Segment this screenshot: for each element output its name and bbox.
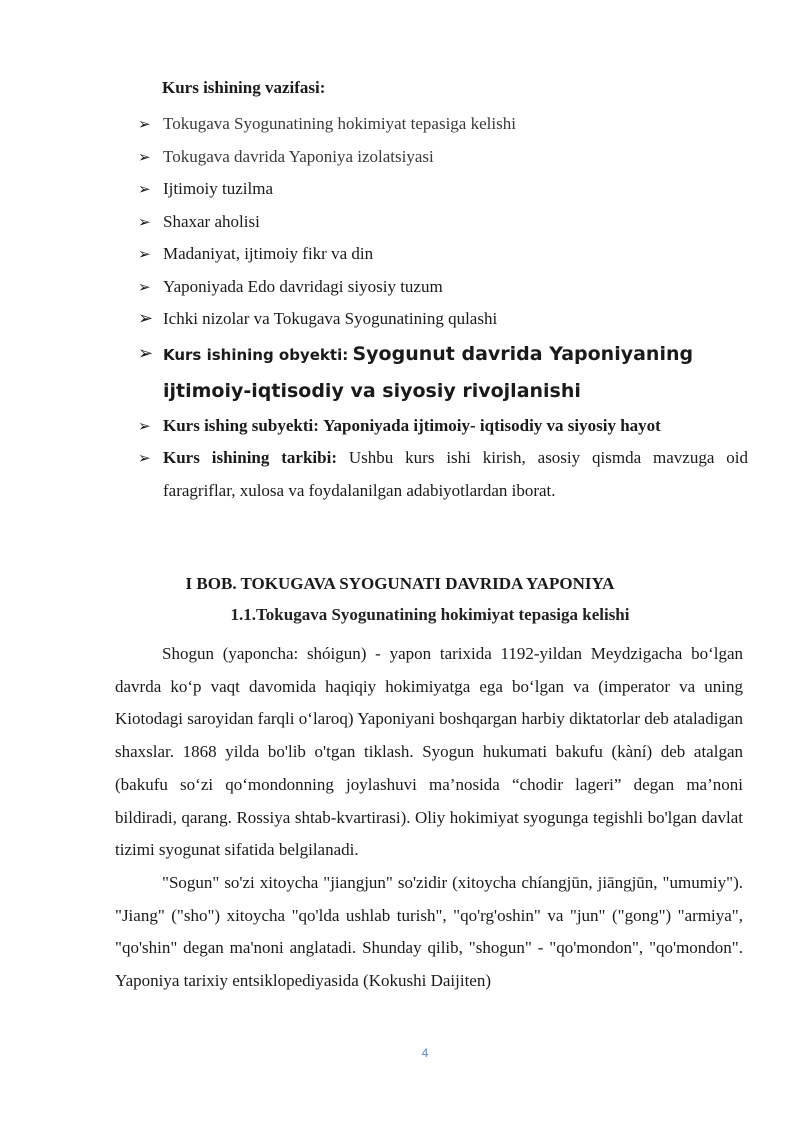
section-number: 1.1. — [230, 605, 256, 624]
arrow-bullet-icon: ➢ — [138, 212, 151, 231]
subject-label: Kurs ishing subyekti: — [163, 415, 319, 435]
paragraph: Shogun (yaponcha: shóigun) - yapon tarixida 1192-yildan Meydzigacha bo‘lgan davrda ko‘p vaqt davomida haqiqiy hokimiyatga ega bo‘lgan va (imperator va uning Kiotodagi saroyidan farqli o‘laroq) Yaponiyani boshqargan harbiy diktatorlar deb ataladigan shaxslar. 1868 yilda bo'lib o'tgan tiklash. Syogun hukumati bakufu (kàní) deb atalgan (bakufu so‘zi qo‘mondonning joylashuvi ma’nosida “chodir lageri” degan ma’noni bildiradi, qarang. Rossiya shtab-kvartirasi). Oliy hokimiyat syogunga tegishli bo'lgan davlat tizimi syogunat sifatida belgilanadi. — [115, 644, 743, 860]
arrow-bullet-icon: ➢ — [138, 277, 151, 296]
paragraph: "Sogun" so'zi xitoycha "jiangjun" so'zidir (xitoycha chíangjūn, jiāngjūn, "umumiy"). "Jiang" ("sho") xitoycha "qo'lda ushlab turish", "qo'rg'oshin" va "jun" ("gong") "armiya", "qo'shin" degan ma'noni anglatadi. Shunday qilib, "shogun" - "qo'mondon", "qo'mondon". Yaponiya tarixiy entsiklopediyasida (Kokushi Daijiten) — [115, 872, 743, 991]
arrow-bullet-icon: ➢ — [138, 115, 151, 133]
object-value: Syogunut davrida Yaponiyaning ijtimoiy-iqtisodiy va siyosiy rivojlanishi — [163, 342, 694, 402]
section-heading — [0, 605, 800, 625]
list-item: ➢ Tokugava davrida Yaponiya izolatsiyasi — [138, 141, 748, 174]
page-number: 4 — [421, 1046, 429, 1060]
arrow-bullet-icon: ➢ — [138, 180, 151, 198]
subject-value: Yaponiyada ijtimoiy- iqtisodiy va siyosiy hayot — [323, 415, 661, 435]
list-item: ➢ Ijtimoiy tuzilma — [138, 173, 748, 206]
body-text — [115, 638, 743, 998]
structure-item — [138, 442, 748, 507]
tasks-heading: Kurs ishining vazifasi: — [162, 78, 326, 97]
structure-value: Ushbu kurs ishi kirish, asosiy qismda mavzuga oid faragriflar, xulosa va foydalanilgan adabiyotlardan iborat. — [163, 448, 748, 500]
object-item — [138, 336, 748, 410]
arrow-bullet-icon: ➢ — [138, 416, 151, 435]
subject-item — [138, 410, 748, 443]
structure-label: Kurs ishining tarkibi: — [163, 448, 337, 467]
list-item: ➢ Shaxar aholisi — [138, 206, 748, 239]
arrow-bullet-icon: ➢ — [138, 147, 151, 166]
arrow-bullet-icon: ➢ — [138, 449, 151, 467]
object-label: Kurs ishining obyekti: — [163, 345, 349, 364]
list-item: ➢ Ichki nizolar va Tokugava Syogunatining qulashi — [138, 303, 748, 336]
section-title: Tokugava Syogunatining hokimiyat tepasiga kelishi — [256, 605, 630, 624]
list-item: ➢ Yaponiyada Edo davridagi siyosiy tuzum — [138, 271, 748, 304]
list-item: ➢ Tokugava Syogunatining hokimiyat tepasiga kelishi — [138, 108, 748, 141]
bullet-list — [138, 108, 748, 507]
list-item: ➢ Madaniyat, ijtimoiy fikr va din — [138, 238, 748, 271]
arrow-bullet-icon: ➢ — [138, 308, 154, 329]
arrow-bullet-icon: ➢ — [138, 342, 154, 364]
arrow-bullet-icon: ➢ — [138, 245, 151, 263]
chapter-title: I BOB. TOKUGAVA SYOGUNATI DAVRIDA YAPONIYA — [185, 574, 615, 593]
